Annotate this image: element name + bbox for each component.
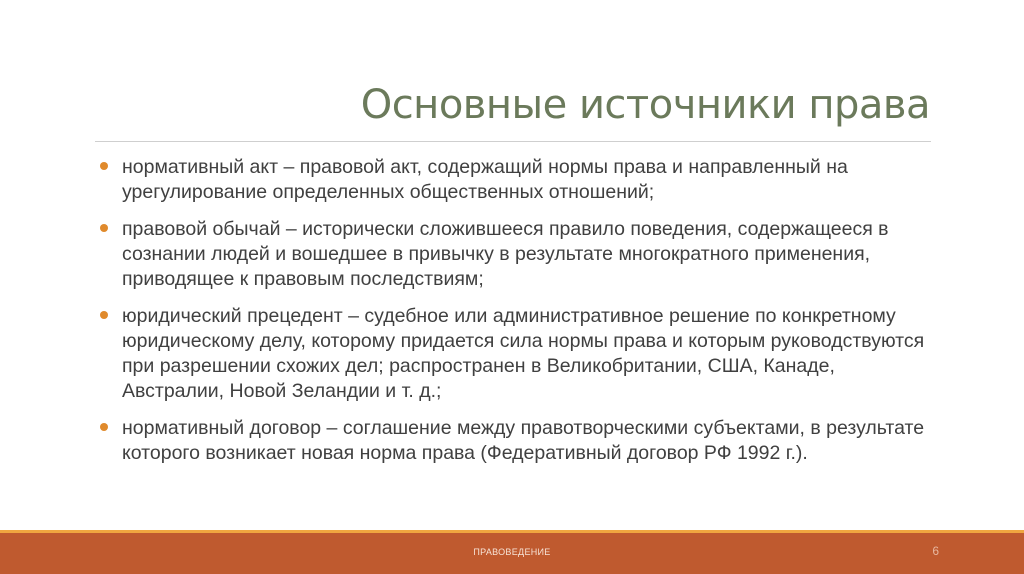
- bullet-item: [100, 416, 930, 466]
- bullet-dot-icon: [100, 423, 108, 431]
- bullet-dot-icon: [100, 224, 108, 232]
- bullet-dot-icon: [100, 162, 108, 170]
- bullet-dot-icon: [100, 311, 108, 319]
- page-number: 6: [932, 544, 939, 558]
- slide-title: Основные источники права: [360, 82, 930, 128]
- bullet-text: нормативный договор – соглашение между правотворческими субъектами, в результате которого возникает новая норма права (Федеративный договор РФ 1992 г.).: [122, 417, 925, 464]
- bullet-list: [100, 155, 930, 478]
- bullet-item: [100, 304, 930, 404]
- bullet-text: нормативный акт – правовой акт, содержащий нормы права и направленный на урегулирование определенных общественных отношений;: [122, 156, 848, 203]
- bullet-text: правовой обычай – исторически сложившееся правило поведения, содержащееся в сознании людей и вошедшее в привычку в результате многократного применения, приводящее к правовым последствиям;: [122, 218, 889, 290]
- footer-label: ПРАВОВЕДЕНИЕ: [473, 547, 551, 557]
- bullet-item: [100, 155, 930, 205]
- footer-band: [0, 533, 1024, 574]
- title-divider: [95, 141, 931, 142]
- bullet-item: [100, 217, 930, 292]
- bullet-text: юридический прецедент – судебное или административное решение по конкретному юридическому делу, которому придается сила нормы права и которым руководствуются при разрешении схожих дел; распространен в Великобритании, США, Канаде, Австралии, Новой Зеландии и т. д.;: [122, 305, 925, 402]
